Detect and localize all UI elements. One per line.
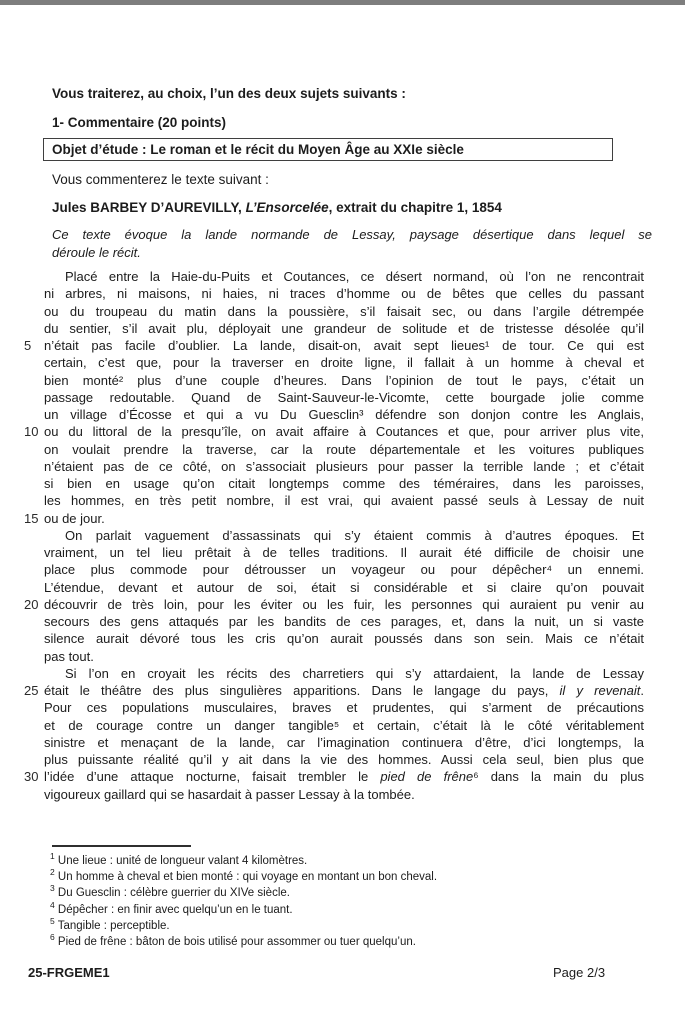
line-number: [24, 303, 44, 320]
line-number: [24, 699, 44, 716]
text-line-row: [24, 475, 645, 492]
text-line-row: [24, 544, 645, 561]
footnote: $^2$ Un homme à cheval et bien monté : qui voyage en montant un bon cheval.: [50, 867, 438, 884]
text-line-row: [24, 458, 645, 475]
text-line: un village d’Écosse et qui a vu Du Guesclin³ défendre son donjon contre les Anglais,: [44, 407, 644, 422]
text-line-row: [24, 510, 645, 527]
scan-edge-bar: [0, 0, 685, 5]
text-line-row: [24, 268, 645, 285]
line-number: 10: [24, 424, 39, 440]
text-line: vigoureux gaillard qui se hasardait à passer Lessay à la tombée.: [44, 786, 415, 802]
footnote-marker: 2: [50, 867, 55, 878]
footnote-marker: 5: [50, 915, 55, 926]
text-line-row: [24, 320, 645, 337]
text-line: ou du troupeau du matin dans la poussière, s’il faisait sec, ou dans l’argile détrempée: [44, 303, 644, 319]
text-line: les hommes, en très petit nombre, il est vrai, qui avaient passé seuls à Lessay de nuit: [44, 493, 644, 509]
line-number: [24, 579, 44, 596]
line-number: [24, 354, 44, 371]
text-line-row: [24, 699, 645, 716]
footnotes: [50, 853, 630, 950]
intro-note-line: déroule le récit.: [52, 244, 141, 260]
text-line: bien monté² plus d’une couple d’heures. Dans l’opinion de tout le pays, c’était un: [44, 372, 644, 388]
text-line-row: [24, 786, 645, 803]
text-line-row: [24, 337, 645, 354]
line-number: [24, 389, 44, 406]
text-line-row: [24, 423, 645, 440]
objet-etude-box: [43, 138, 613, 161]
line-number: [24, 648, 44, 665]
text-line: l’idée d’une attaque nocturne, faisait trembler le pied de frêne⁶ dans la main du plus: [44, 769, 644, 785]
text-line-row: [24, 717, 645, 734]
line-number: [24, 492, 44, 509]
text-line-row: [24, 579, 645, 596]
text-line: ou du littoral de la presqu’île, on avait affaire à Coutances et que, pour arriver plus vite,: [44, 424, 644, 440]
text-body: [24, 268, 645, 803]
text-line: découvrir de très loin, pour les éviter ou les fuir, les personnes qui auraient pu venir au: [44, 596, 644, 612]
line-number: [24, 320, 44, 337]
subject-heading: 1- Commentaire (20 points): [52, 115, 227, 130]
footnote: $^3$ Du Guesclin : célèbre guerrier du XIVe siècle.: [50, 883, 290, 900]
line-number: [24, 441, 44, 458]
line-number: [24, 372, 44, 389]
work-title: Jules BARBEY D’AUREVILLY, L’Ensorcelée, extrait du chapitre 1, 1854: [52, 200, 502, 215]
text-line: passage redoutable. Quand de Saint-Sauveur-le-Vicomte, cette bourgade jolie comme: [44, 389, 644, 405]
footnote-marker: 4: [50, 899, 55, 910]
footnote: $^1$ Une lieue : unité de longueur valant 4 kilomètres.: [50, 851, 308, 867]
text-line: était le théâtre des plus singulières apparitions. Dans le langage du pays, il y revenait.: [44, 683, 644, 698]
text-line-row: [24, 389, 645, 406]
text-line-row: [24, 596, 645, 613]
text-line-row: [24, 561, 645, 578]
text-line: sinistre et menaçant de la lande, car l’imagination continuera d’être, d’ici longtemps, la: [44, 734, 644, 750]
line-number: [24, 285, 44, 302]
intro-note: [52, 226, 652, 261]
text-line: On parlait vaguement d’assassinats qui s’y étaient commis à d’autres époques. Et: [65, 527, 644, 543]
text-line-row: [24, 734, 645, 751]
line-number: [24, 630, 44, 647]
footnote-separator: [52, 845, 191, 847]
footer-page-number: Page 2/3: [553, 965, 606, 980]
text-line: si bien en usage qu’on citait longtemps comme des téméraires, dans les paroisses,: [44, 476, 644, 491]
footnote: $^6$ Pied de frêne : bâton de bois utilisé pour assommer ou tuer quelqu’un.: [50, 932, 416, 949]
text-line: pas tout.: [44, 648, 94, 664]
line-number: [24, 406, 44, 423]
text-line-row: [24, 492, 645, 509]
text-line: du sentier, s’il avait plu, déployait une grandeur de solitude et de tristesse désolée qu’il: [44, 320, 644, 336]
text-line-row: [24, 751, 645, 768]
footer-document-code: 25-FRGEME1: [28, 965, 110, 980]
line-number: [24, 561, 44, 578]
text-line-row: [24, 441, 645, 458]
objet-etude-label: Objet d’étude : Le roman et le récit du Moyen Âge au XXIe siècle: [52, 142, 464, 157]
line-number: 5: [24, 338, 32, 353]
text-line: vraiment, un tel lieu prêtait à de telles traditions. Il aurait été difficile de choisir une: [44, 545, 644, 560]
line-number: 30: [24, 769, 39, 785]
text-line: secours des gens attaqués par les bandits de ces parages, et, dans la nuit, un si vaste: [44, 614, 644, 629]
text-line: ou de jour.: [44, 510, 105, 526]
line-number: [24, 613, 44, 630]
text-line-row: [24, 665, 645, 682]
text-line-row: [24, 768, 645, 785]
line-number: [24, 544, 44, 561]
text-line: n’étaient pas de ce côté, on s’associait plusieurs pour passer la terrible lande ; et c’était: [44, 458, 644, 474]
text-line-row: [24, 372, 645, 389]
text-line: L’étendue, devant et autour de soi, était si considérable et si claire qu’on pouvait: [44, 579, 644, 595]
line-number: [24, 717, 44, 734]
text-line-row: [24, 527, 645, 544]
instruction-heading: Vous traiterez, au choix, l’un des deux sujets suivants :: [52, 86, 406, 101]
text-line-row: [24, 648, 645, 665]
intro-note-line: Ce texte évoque la lande normande de Lessay, paysage désertique dans lequel se: [52, 227, 652, 242]
text-line: plus puissante réalité qu’il y ait dans la vie des hommes. Aussi cela seul, bien plus que: [44, 752, 644, 767]
text-line-row: [24, 354, 645, 371]
text-line-row: [24, 406, 645, 423]
text-line: et de courage contre un danger tangible⁵ et certain, c’était là le côté véritablement: [44, 717, 644, 733]
footnote-marker: 1: [50, 851, 55, 862]
line-number: [24, 751, 44, 768]
line-number: 20: [24, 596, 39, 612]
line-number: [24, 458, 44, 475]
line-number: 25: [24, 683, 39, 698]
text-line: n’était pas facile d’oublier. La lande, disait-on, avait sept lieues¹ de tour. Ce qui est: [44, 338, 644, 353]
text-line: place plus commode pour détrousser un voyageur ou pour dépêcher⁴ un ennemi.: [44, 562, 644, 578]
footnote-marker: 3: [50, 883, 55, 894]
line-number: [24, 786, 44, 803]
text-line: ni arbres, ni maisons, ni haies, ni traces d’homme ou de bêtes que celles du passant: [44, 286, 644, 302]
text-line-row: [24, 303, 645, 320]
line-number: [24, 475, 44, 492]
text-line-row: [24, 682, 645, 699]
footnote-marker: 6: [50, 932, 55, 943]
consigne-text: Vous commenterez le texte suivant :: [52, 172, 269, 187]
line-number: [24, 665, 44, 682]
line-number: [24, 527, 44, 544]
line-number: [24, 734, 44, 751]
text-line: Placé entre la Haie-du-Puits et Coutances, ce désert normand, où l’on ne rencontrait: [65, 269, 644, 284]
line-number: [24, 268, 44, 285]
text-line: Pour ces populations musculaires, braves et prudentes, qui s’arment de précautions: [44, 700, 644, 716]
text-line-row: [24, 285, 645, 302]
text-line: on voulait prendre la traverse, car la route départementale et les voitures publiques: [44, 441, 644, 457]
text-line-row: [24, 613, 645, 630]
footnote: $^4$ Dépêcher : en finir avec quelqu’un en le tuant.: [50, 899, 293, 916]
text-line: silence aurait dévoré tous les cris qu’on aurait poussés dans son sein. Mais ce n’était: [44, 631, 644, 647]
text-line-row: [24, 630, 645, 647]
line-number: 15: [24, 510, 39, 526]
text-line: Si l’on en croyait les récits des charretiers qui s’y attardaient, la lande de Lessay: [65, 665, 644, 681]
text-line: certain, c’est que, pour la traverser en droite ligne, il fallait à un homme à cheval et: [44, 355, 644, 371]
footnote: $^5$ Tangible : perceptible.: [50, 915, 170, 932]
